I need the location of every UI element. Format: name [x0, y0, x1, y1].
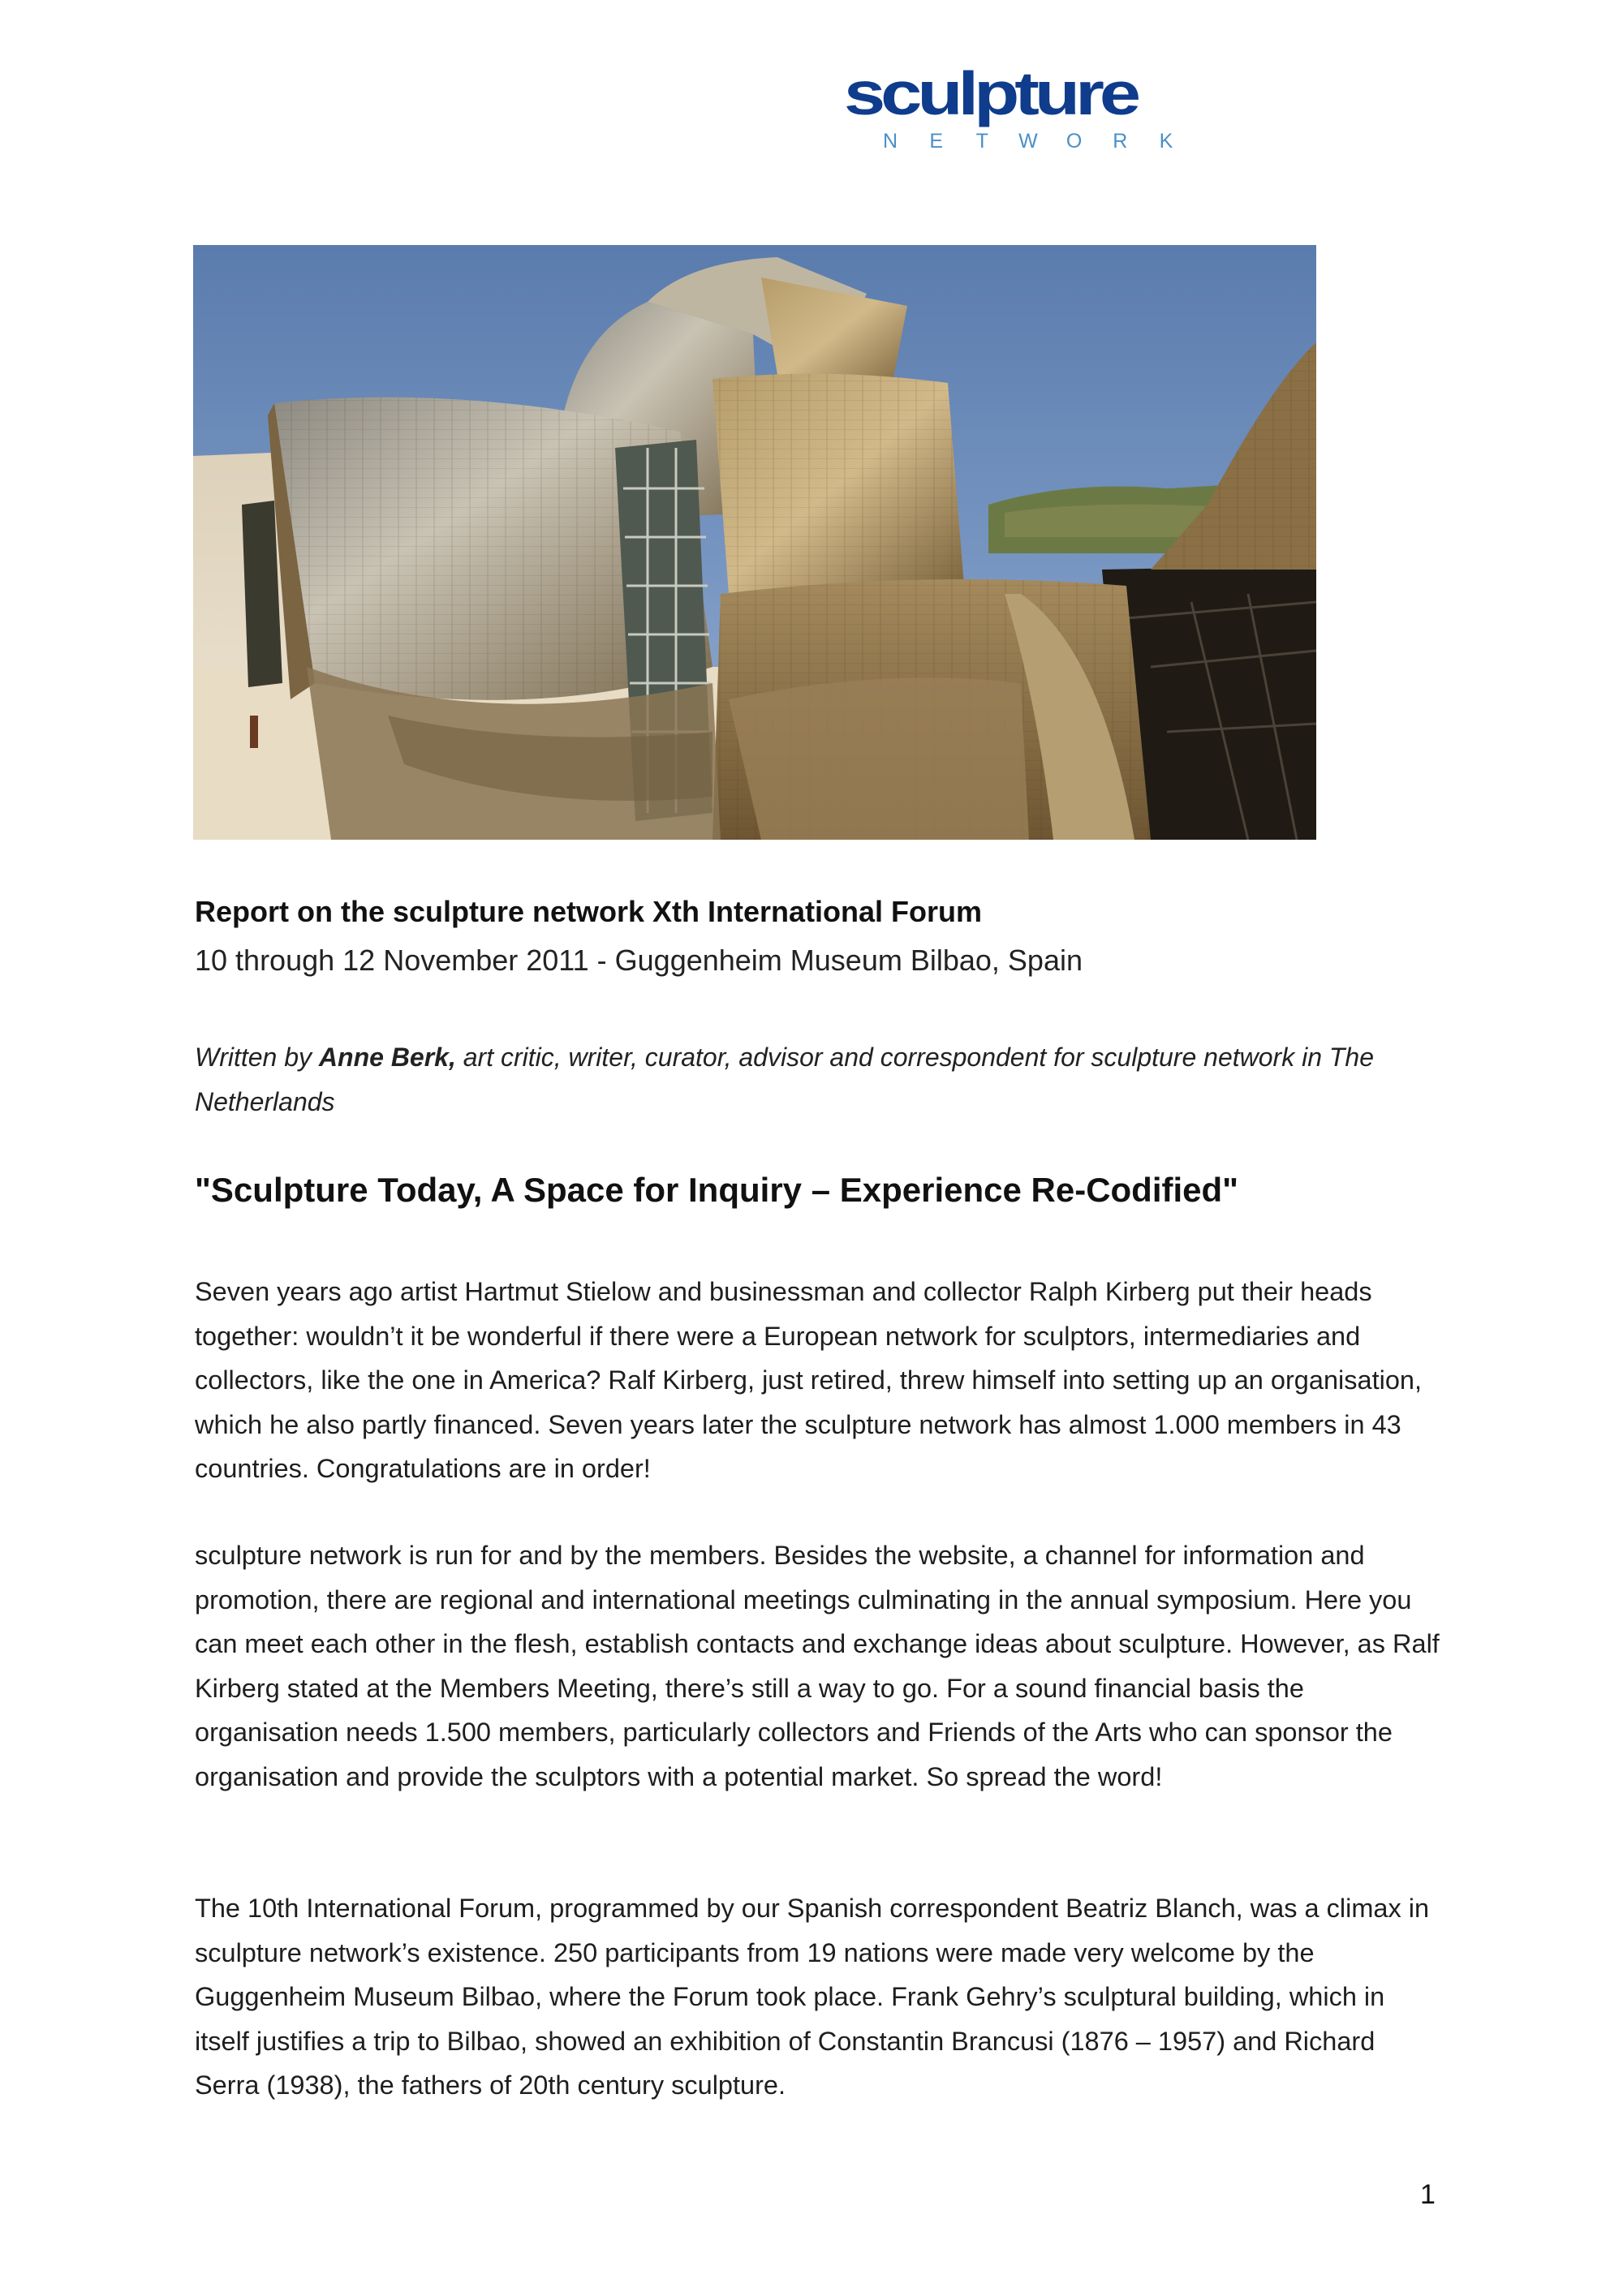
logo-letter: T [975, 130, 988, 153]
byline-prefix: Written by [195, 1043, 319, 1072]
byline [195, 1035, 1444, 1124]
logo-letter: N [882, 130, 898, 153]
article-headline: "Sculpture Today, A Space for Inquiry – Experience Re-Codified" [195, 1171, 1239, 1209]
logo-wordmark: sculpture [844, 59, 1137, 128]
logo-letter: W [1018, 130, 1038, 153]
body-paragraph-1: Seven years ago artist Hartmut Stielow and businessman and collector Ralph Kirberg put their heads together: wouldn’t it be wonderful if there were a European network for sculptors, intermediaries and collectors, like the one in America? Ralf Kirberg, just retired, threw himself into setting up an organisation, which he also partly financed. Seven years later the sculpture network has almost 1.000 members in 43 countries. Congratulations are in order! [195, 1277, 1422, 1483]
body-paragraph-3: The 10th International Forum, programmed by our Spanish correspondent Beatriz Blanch, was a climax in sculpture network’s existence. 250 participants from 19 nations were made very welcome by the Guggenheim Museum Bilbao, where the Forum took place. Frank Gehry’s sculptural building, which in itself justifies a trip to Bilbao, showed an exhibition of Constantin Brancusi (1876 – 1957) and Richard Serra (1938), the fathers of 20th century sculpture. [195, 1894, 1430, 2100]
page-number: 1 [1420, 2179, 1436, 2210]
logo-letter: K [1159, 130, 1173, 153]
report-title: Report on the sculpture network Xth International Forum [195, 895, 983, 928]
logo-letter: E [929, 130, 943, 153]
sculpture-network-logo [844, 59, 1185, 153]
logo-letter: R [1113, 130, 1128, 153]
logo-subtitle [878, 130, 1178, 153]
guggenheim-bilbao-photo [193, 245, 1316, 840]
body-paragraph-2: sculpture network is run for and by the members. Besides the website, a channel for information and promotion, there are regional and international meetings culminating in the annual symposium. Here you can meet each other in the flesh, establish contacts and exchange ideas about sculpture. However, as Ralf Kirberg stated at the Members Meeting, there’s still a way to go. For a sound financial basis the organisation needs 1.500 members, particularly collectors and Friends of the Arts who can sponsor the organisation and provide the sculptors with a potential market. So spread the word! [195, 1541, 1440, 1791]
byline-author: Anne Berk, [318, 1043, 456, 1072]
byline-description: art critic, writer, curator, advisor and correspondent for sculpture network in The Netherlands [195, 1043, 1375, 1116]
report-subtitle: 10 through 12 November 2011 - Guggenheim Museum Bilbao, Spain [195, 944, 1083, 977]
logo-letter: O [1065, 130, 1083, 153]
